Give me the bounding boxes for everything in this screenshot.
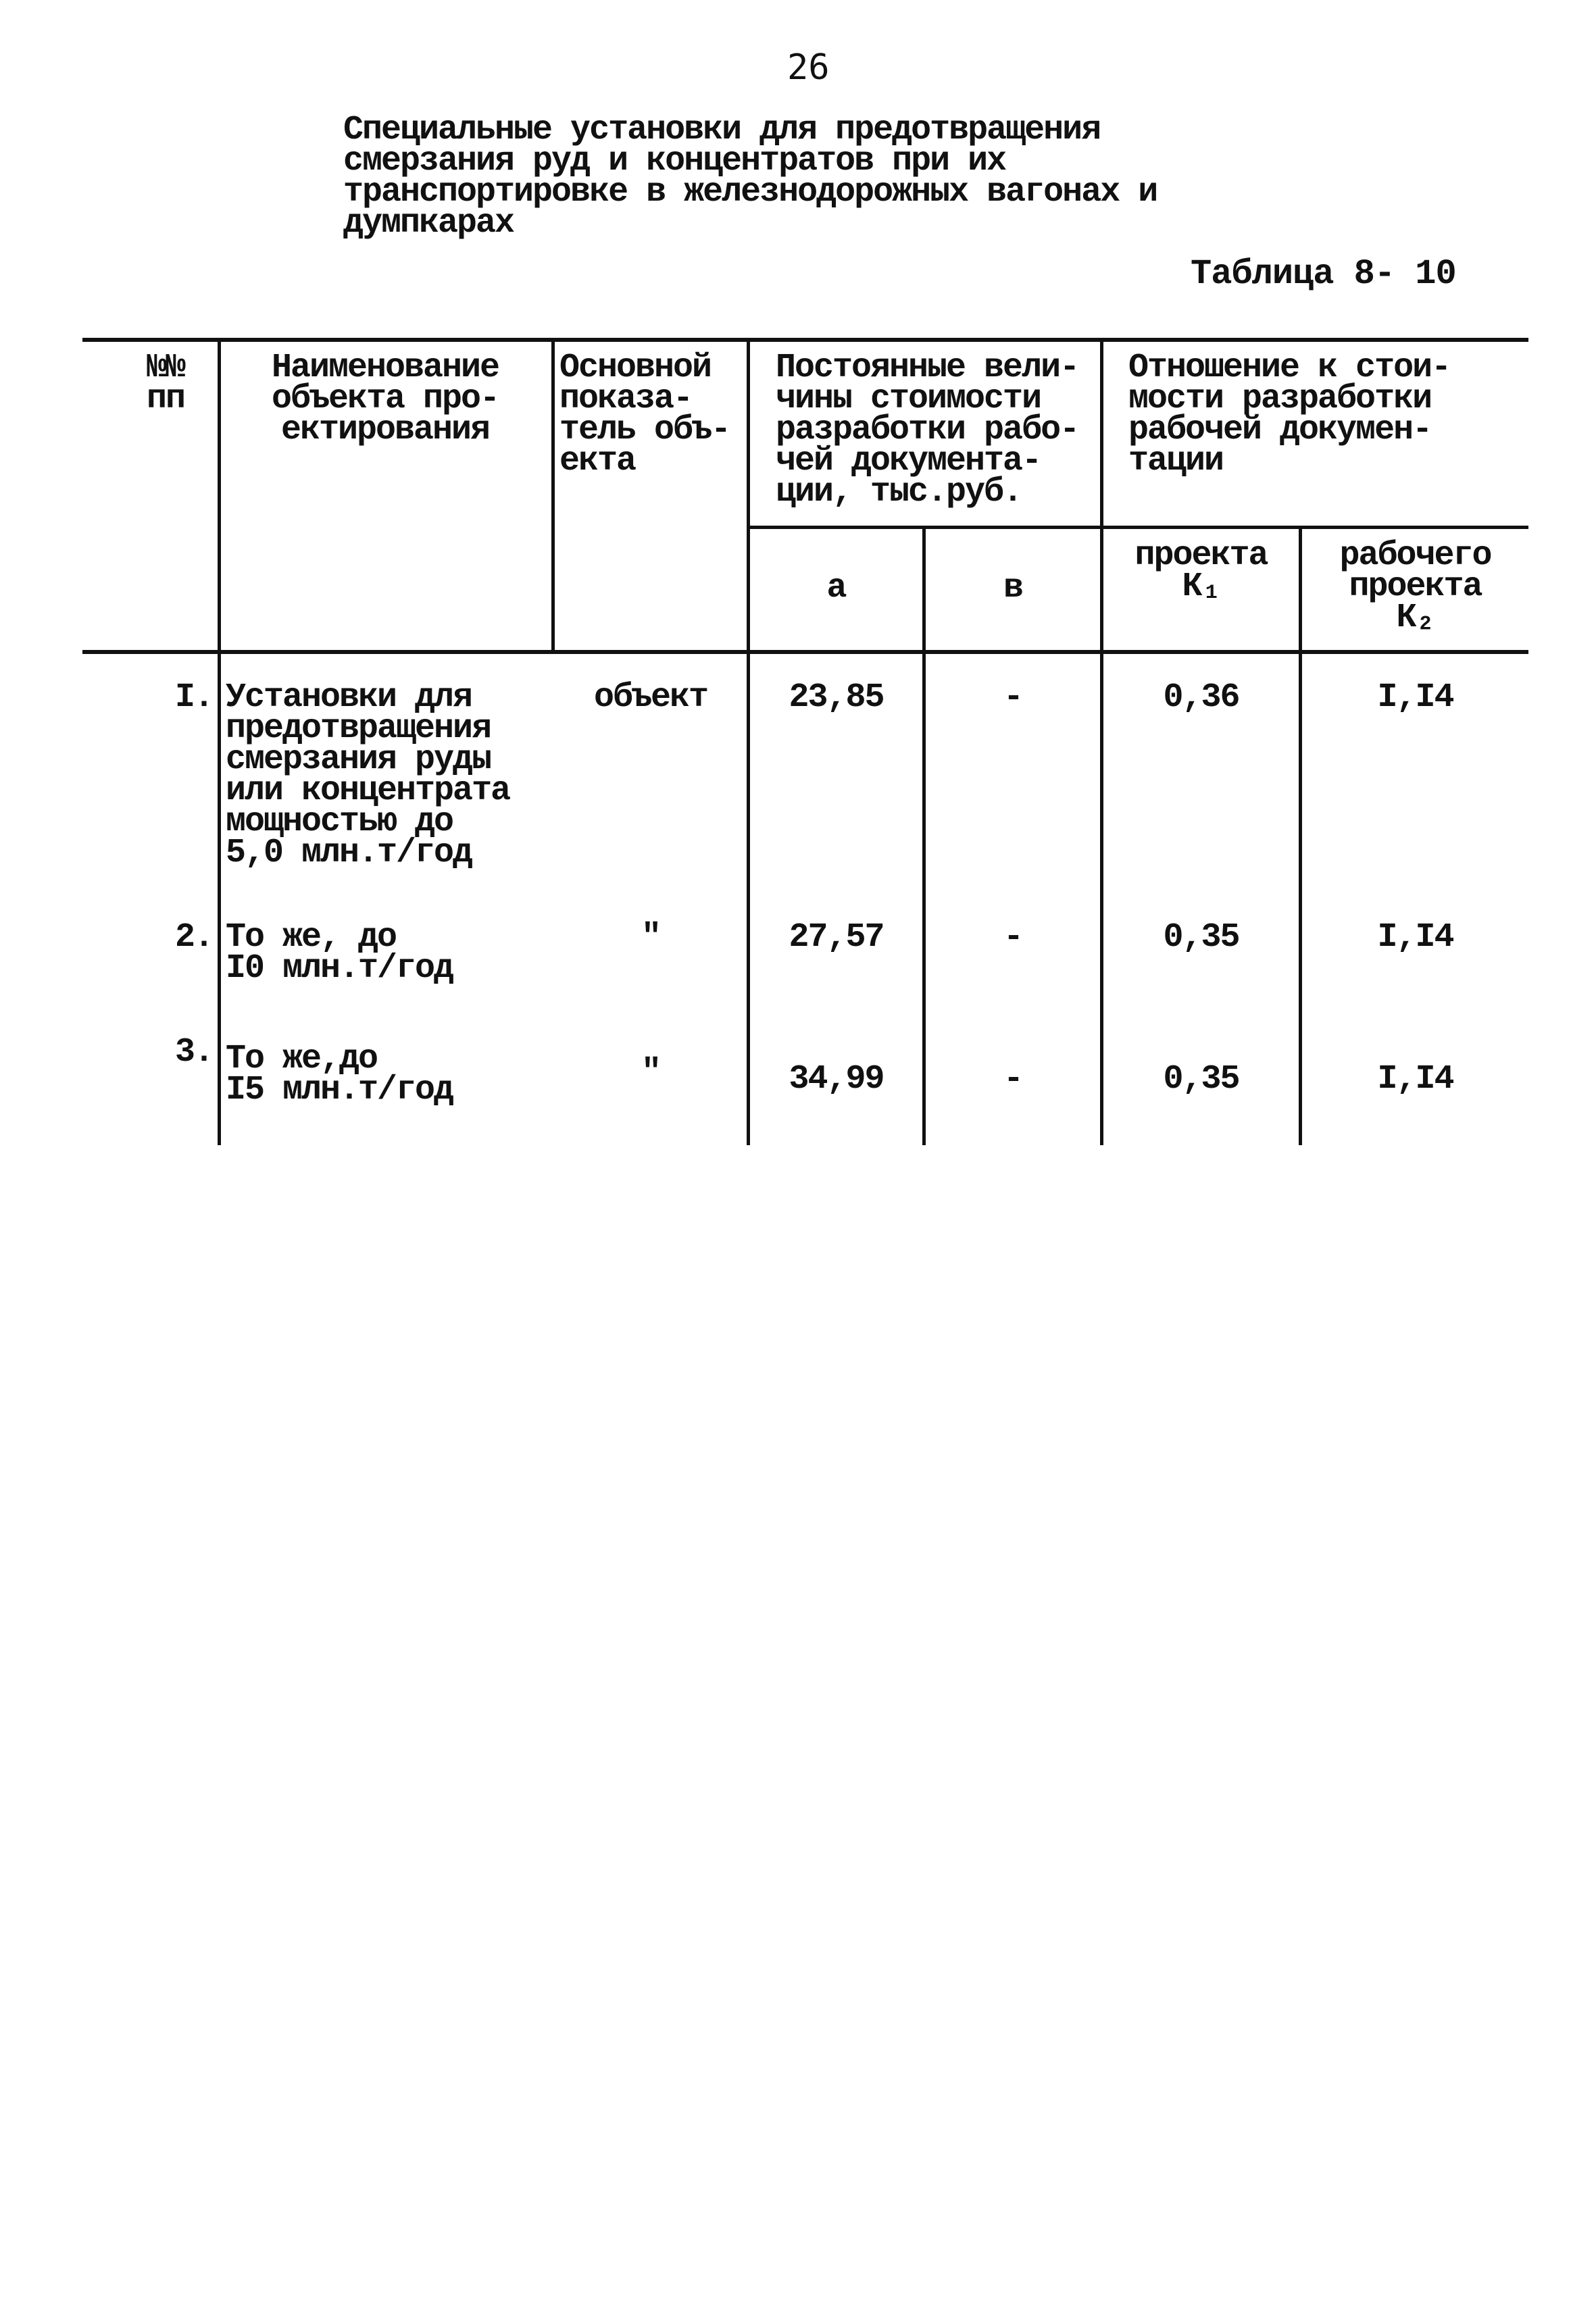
col-divider-4 [922, 526, 926, 1145]
table-top-rule [82, 338, 1528, 342]
header-k2: рабочего проекта К₂ [1339, 536, 1491, 637]
row-value-k2: I,I4 [1377, 1060, 1453, 1099]
header-col-b: в [1003, 569, 1022, 607]
row-value-k1: 0,35 [1163, 918, 1239, 957]
row-indicator: " [641, 918, 660, 957]
header-ratio: Отношение к стои- мости разработки рабочей докумен- тации [1128, 349, 1451, 480]
row-name: То же, до I0 млн.т/год [226, 918, 453, 988]
row-value-b: - [1003, 678, 1022, 717]
row-value-a: 27,57 [789, 918, 884, 957]
row-indicator: объект [593, 678, 708, 717]
row-name: То же,до I5 млн.т/год [226, 1040, 453, 1109]
col-divider-5 [1100, 338, 1103, 1145]
col-divider-2 [551, 338, 555, 654]
subheader-rule [747, 526, 1528, 529]
row-value-k1: 0,36 [1163, 678, 1239, 717]
table-title: Специальные установки для предотвращения смерзания руд и концентратов при их транспортировке в железнодорожных вагонах и думпкарах [343, 111, 1157, 243]
header-constants: Постоянные вели- чины стоимости разработки рабо- чей документа- ции, тыс.руб. [776, 349, 1079, 511]
row-value-k2: I,I4 [1377, 678, 1453, 717]
row-value-b: - [1003, 1060, 1022, 1099]
row-num: 2. [174, 918, 213, 957]
header-num: №№ пп [146, 349, 184, 418]
header-col-a: а [826, 569, 846, 607]
page-number: 26 [787, 47, 830, 88]
row-value-a: 23,85 [789, 678, 884, 717]
row-value-b: - [1003, 918, 1022, 957]
header-k1: проекта К₁ [1134, 536, 1268, 606]
col-divider-1 [218, 338, 221, 1145]
row-value-a: 34,99 [789, 1060, 884, 1099]
header-bottom-rule [82, 650, 1528, 654]
row-value-k1: 0,35 [1163, 1060, 1239, 1099]
row-name: Установки для предотвращения смерзания руды или концентрата мощностью до 5,0 млн.т/год [226, 678, 510, 872]
row-num: 3. [174, 1033, 213, 1072]
row-value-k2: I,I4 [1377, 918, 1453, 957]
table-label: Таблица 8- 10 [1191, 254, 1456, 294]
header-indicator: Основной показа- тель объ- екта [559, 349, 730, 480]
row-num: I. [174, 678, 213, 717]
row-indicator: " [641, 1053, 660, 1092]
header-name: Наименование объекта про- ектирования [271, 349, 499, 449]
